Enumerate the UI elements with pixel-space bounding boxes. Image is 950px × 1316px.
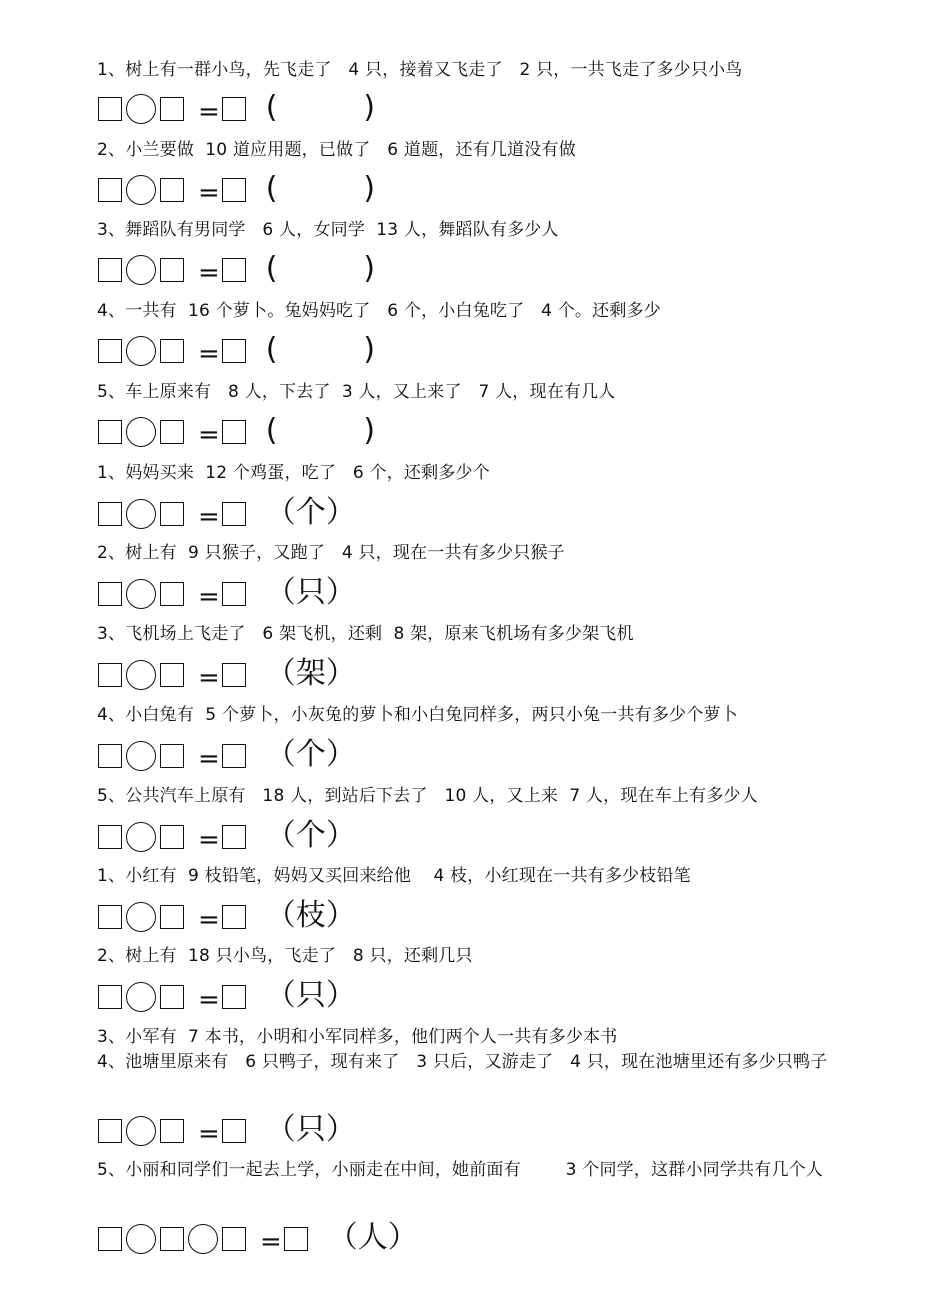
equals-sign: = bbox=[198, 985, 220, 1015]
question-1: 1、树上有一群小鸟，先飞走了 4 只，接着又飞走了 2 只，一共飞走了多少只小鸟 bbox=[97, 60, 743, 80]
result-box[interactable] bbox=[222, 97, 246, 121]
answer-box[interactable] bbox=[222, 1227, 246, 1251]
answer-box[interactable] bbox=[160, 420, 184, 444]
unit-parentheses[interactable]: ( ) bbox=[265, 251, 376, 286]
answer-box[interactable] bbox=[98, 582, 122, 606]
operator-circle[interactable] bbox=[126, 822, 156, 852]
answer-box[interactable] bbox=[98, 97, 122, 121]
equals-sign: = bbox=[198, 420, 220, 450]
equation-row-4 bbox=[98, 330, 375, 372]
answer-box[interactable] bbox=[160, 582, 184, 606]
result-box[interactable] bbox=[222, 1119, 246, 1143]
equation-row-3 bbox=[98, 249, 375, 291]
equals-sign: = bbox=[198, 1119, 220, 1149]
result-box[interactable] bbox=[222, 502, 246, 526]
operator-circle[interactable] bbox=[126, 94, 156, 124]
operator-circle[interactable] bbox=[126, 579, 156, 609]
unit-parentheses[interactable]: （个） bbox=[265, 737, 356, 772]
answer-box[interactable] bbox=[160, 339, 184, 363]
operator-circle[interactable] bbox=[126, 499, 156, 529]
question-11: 1、小红有 9 枝铅笔，妈妈又买回来给他 4 枝，小红现在一共有多少枝铅笔 bbox=[97, 866, 691, 886]
answer-box[interactable] bbox=[98, 178, 122, 202]
answer-box[interactable] bbox=[98, 985, 122, 1009]
answer-box[interactable] bbox=[160, 1227, 184, 1251]
answer-box[interactable] bbox=[160, 97, 184, 121]
operator-circle[interactable] bbox=[126, 741, 156, 771]
equals-sign: = bbox=[198, 178, 220, 208]
result-box[interactable] bbox=[222, 663, 246, 687]
question-9: 4、小白兔有 5 个萝卜，小灰兔的萝卜和小白兔同样多，两只小兔一共有多少个萝卜 bbox=[97, 705, 738, 725]
unit-parentheses[interactable]: （个） bbox=[265, 818, 356, 853]
question-15: 5、小丽和同学们一起去上学，小丽走在中间，她前面有 3 个同学，这群小同学共有几个人 bbox=[97, 1160, 824, 1180]
answer-box[interactable] bbox=[98, 663, 122, 687]
equation-row-6 bbox=[98, 493, 356, 535]
answer-box[interactable] bbox=[160, 502, 184, 526]
operator-circle[interactable] bbox=[126, 417, 156, 447]
result-box[interactable] bbox=[222, 339, 246, 363]
equals-sign: = bbox=[198, 905, 220, 935]
answer-box[interactable] bbox=[160, 258, 184, 282]
equals-sign: = bbox=[198, 582, 220, 612]
unit-parentheses[interactable]: （架） bbox=[265, 656, 356, 691]
result-box[interactable] bbox=[222, 258, 246, 282]
question-5: 5、车上原来有 8 人，下去了 3 人，又上来了 7 人，现在有几人 bbox=[97, 382, 616, 402]
answer-box[interactable] bbox=[160, 178, 184, 202]
equals-sign: = bbox=[198, 502, 220, 532]
answer-box[interactable] bbox=[160, 825, 184, 849]
answer-box[interactable] bbox=[98, 825, 122, 849]
unit-parentheses[interactable]: ( ) bbox=[265, 332, 376, 367]
unit-parentheses[interactable]: ( ) bbox=[265, 90, 376, 125]
equals-sign: = bbox=[198, 258, 220, 288]
answer-box[interactable] bbox=[98, 1227, 122, 1251]
question-6: 1、妈妈买来 12 个鸡蛋，吃了 6 个，还剩多少个 bbox=[97, 463, 490, 483]
operator-circle[interactable] bbox=[126, 982, 156, 1012]
equals-sign: = bbox=[260, 1227, 282, 1257]
result-box[interactable] bbox=[222, 582, 246, 606]
operator-circle[interactable] bbox=[188, 1224, 218, 1254]
result-box[interactable] bbox=[284, 1227, 308, 1251]
unit-parentheses[interactable]: （枝） bbox=[265, 898, 356, 933]
answer-box[interactable] bbox=[160, 985, 184, 1009]
question-13: 3、小军有 7 本书，小明和小军同样多，他们两个人一共有多少本书 bbox=[97, 1027, 618, 1047]
answer-box[interactable] bbox=[98, 502, 122, 526]
question-2: 2、小兰要做 10 道应用题，已做了 6 道题，还有几道没有做 bbox=[97, 140, 576, 160]
answer-box[interactable] bbox=[98, 339, 122, 363]
question-8: 3、飞机场上飞走了 6 架飞机，还剩 8 架，原来飞机场有多少架飞机 bbox=[97, 624, 634, 644]
equals-sign: = bbox=[198, 744, 220, 774]
equation-row-15 bbox=[98, 1218, 418, 1260]
question-3: 3、舞蹈队有男同学 6 人，女同学 13 人，舞蹈队有多少人 bbox=[97, 220, 559, 240]
operator-circle[interactable] bbox=[126, 175, 156, 205]
unit-parentheses[interactable]: （只） bbox=[265, 978, 356, 1013]
equation-row-10 bbox=[98, 816, 356, 858]
result-box[interactable] bbox=[222, 905, 246, 929]
question-14: 4、池塘里原来有 6 只鸭子，现有来了 3 只后，又游走了 4 只，现在池塘里还有多少只鸭子 bbox=[97, 1052, 828, 1072]
equals-sign: = bbox=[198, 97, 220, 127]
equation-row-2 bbox=[98, 169, 375, 211]
unit-parentheses[interactable]: （人） bbox=[327, 1220, 418, 1255]
unit-parentheses[interactable]: （只） bbox=[265, 1112, 356, 1147]
equals-sign: = bbox=[198, 339, 220, 369]
equation-row-7 bbox=[98, 573, 356, 615]
operator-circle[interactable] bbox=[126, 255, 156, 285]
operator-circle[interactable] bbox=[126, 902, 156, 932]
answer-box[interactable] bbox=[160, 744, 184, 768]
question-4: 4、一共有 16 个萝卜。兔妈妈吃了 6 个，小白兔吃了 4 个。还剩多少 bbox=[97, 301, 661, 321]
question-10: 5、公共汽车上原有 18 人，到站后下去了 10 人，又上来 7 人，现在车上有多少人 bbox=[97, 786, 758, 806]
equation-row-5 bbox=[98, 411, 375, 453]
result-box[interactable] bbox=[222, 744, 246, 768]
unit-parentheses[interactable]: ( ) bbox=[265, 171, 376, 206]
answer-box[interactable] bbox=[98, 258, 122, 282]
answer-box[interactable] bbox=[98, 905, 122, 929]
equation-row-11 bbox=[98, 896, 356, 938]
unit-parentheses[interactable]: （个） bbox=[265, 495, 356, 530]
equals-sign: = bbox=[198, 663, 220, 693]
operator-circle[interactable] bbox=[126, 660, 156, 690]
answer-box[interactable] bbox=[98, 420, 122, 444]
equation-row-8 bbox=[98, 654, 356, 696]
equation-row-9 bbox=[98, 735, 356, 777]
operator-circle[interactable] bbox=[126, 1116, 156, 1146]
equation-row-1 bbox=[98, 88, 375, 130]
answer-box[interactable] bbox=[160, 663, 184, 687]
result-box[interactable] bbox=[222, 985, 246, 1009]
unit-parentheses[interactable]: （只） bbox=[265, 575, 356, 610]
equation-row-14 bbox=[98, 1110, 356, 1152]
answer-box[interactable] bbox=[160, 905, 184, 929]
question-12: 2、树上有 18 只小鸟，飞走了 8 只，还剩几只 bbox=[97, 946, 473, 966]
operator-circle[interactable] bbox=[126, 1224, 156, 1254]
question-7: 2、树上有 9 只猴子，又跑了 4 只，现在一共有多少只猴子 bbox=[97, 543, 565, 563]
result-box[interactable] bbox=[222, 178, 246, 202]
equation-row-12 bbox=[98, 976, 356, 1018]
equals-sign: = bbox=[198, 825, 220, 855]
answer-box[interactable] bbox=[98, 744, 122, 768]
result-box[interactable] bbox=[222, 825, 246, 849]
result-box[interactable] bbox=[222, 420, 246, 444]
answer-box[interactable] bbox=[160, 1119, 184, 1143]
operator-circle[interactable] bbox=[126, 336, 156, 366]
answer-box[interactable] bbox=[98, 1119, 122, 1143]
unit-parentheses[interactable]: ( ) bbox=[265, 413, 376, 448]
